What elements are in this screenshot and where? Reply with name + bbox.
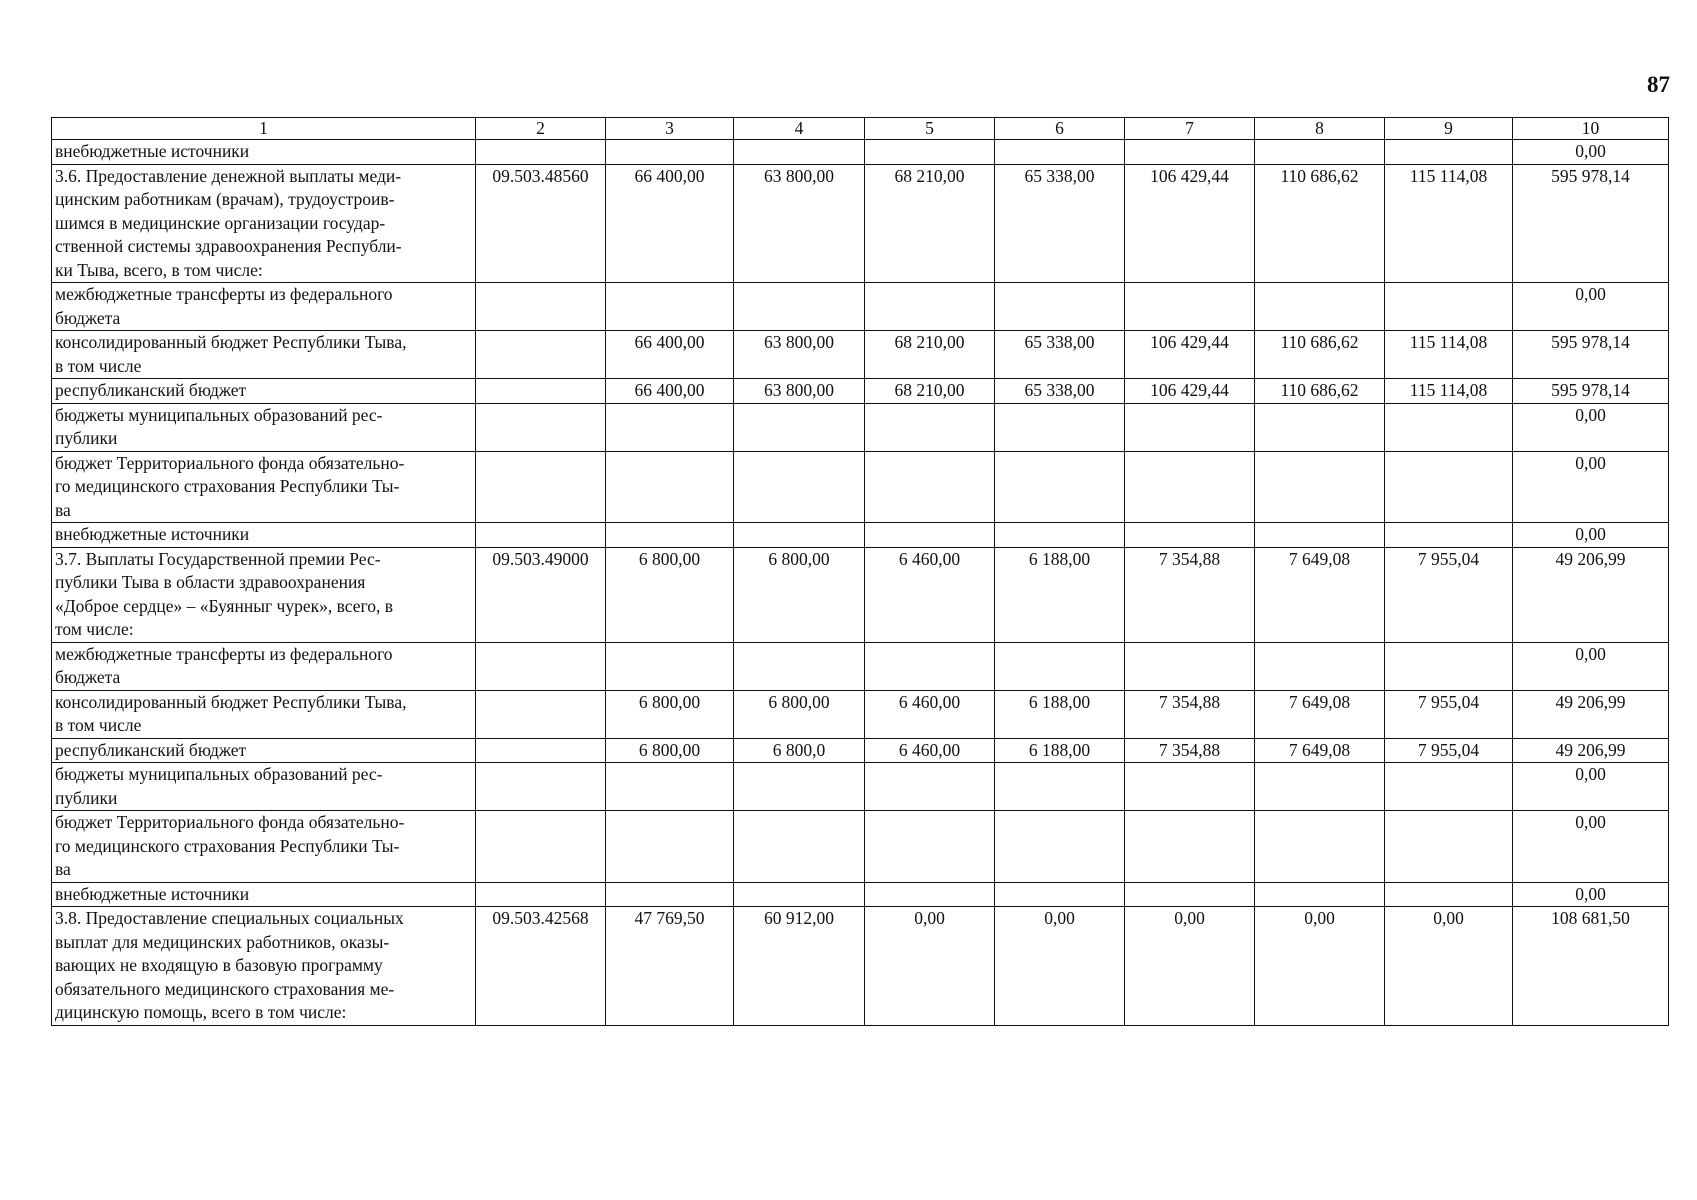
program-code [476,811,606,883]
value-cell [995,882,1125,907]
value-cell: 115 114,08 [1385,164,1513,283]
value-cell [1255,763,1385,811]
column-number-row [52,118,1669,140]
row-label: республиканский бюджет [52,738,476,763]
table-row [52,811,1669,883]
row-label: республиканский бюджет [52,379,476,404]
value-cell [1385,811,1513,883]
value-cell: 68 210,00 [865,331,995,379]
program-code [476,140,606,165]
value-cell: 7 955,04 [1385,690,1513,738]
row-label: бюджет Территориального фонда обязательно- го медицинского страхования Республики Ты- ва [52,811,476,883]
value-cell: 6 188,00 [995,547,1125,642]
value-cell: 66 400,00 [606,331,734,379]
value-cell [1125,403,1255,451]
value-cell [734,642,865,690]
column-header: 8 [1255,118,1385,140]
value-cell [1255,811,1385,883]
value-cell [1125,140,1255,165]
table-row [52,379,1669,404]
row-label: 3.6. Предоставление денежной выплаты меди- цинским работникам (врачам), трудоустроив- шимся в медицинские организации государ- ственной системы здравоохранения Республи- ки Тыва, всего, в том числе: [52,164,476,283]
program-code [476,403,606,451]
value-cell [606,140,734,165]
value-cell [734,811,865,883]
value-cell [1125,642,1255,690]
value-cell [1255,642,1385,690]
value-cell [865,403,995,451]
program-code [476,283,606,331]
value-cell [1125,523,1255,548]
row-label: 3.8. Предоставление специальных социальных выплат для медицинских работников, оказы- вающих не входящую в базовую программу обязательного медицинского страхования ме- дицинскую помощь, всего в том числе: [52,907,476,1026]
program-code: 09.503.42568 [476,907,606,1026]
row-label: межбюджетные трансферты из федерального бюджета [52,283,476,331]
value-cell: 7 649,08 [1255,690,1385,738]
value-cell [1255,403,1385,451]
total-cell: 108 681,50 [1513,907,1669,1026]
value-cell [734,140,865,165]
value-cell [865,451,995,523]
total-cell: 0,00 [1513,642,1669,690]
value-cell [995,763,1125,811]
total-cell: 0,00 [1513,523,1669,548]
total-cell: 49 206,99 [1513,547,1669,642]
value-cell [1385,763,1513,811]
value-cell: 7 955,04 [1385,547,1513,642]
column-header: 6 [995,118,1125,140]
value-cell [1125,763,1255,811]
value-cell: 106 429,44 [1125,379,1255,404]
total-cell: 595 978,14 [1513,164,1669,283]
value-cell [606,451,734,523]
column-header: 10 [1513,118,1669,140]
total-cell: 0,00 [1513,283,1669,331]
value-cell [1385,882,1513,907]
value-cell: 115 114,08 [1385,379,1513,404]
value-cell: 6 800,00 [734,690,865,738]
value-cell [1255,283,1385,331]
row-label: 3.7. Выплаты Государственной премии Рес- публики Тыва в области здравоохранения «Доброе сердце» – «Буянныг чурек», всего, в том числе: [52,547,476,642]
value-cell: 0,00 [995,907,1125,1026]
value-cell: 6 460,00 [865,738,995,763]
value-cell [1385,523,1513,548]
value-cell: 110 686,62 [1255,164,1385,283]
row-label: внебюджетные источники [52,140,476,165]
row-label: внебюджетные источники [52,523,476,548]
table-body [52,140,1669,1026]
table-row [52,690,1669,738]
value-cell: 65 338,00 [995,331,1125,379]
value-cell: 6 460,00 [865,690,995,738]
value-cell: 6 188,00 [995,690,1125,738]
column-header: 9 [1385,118,1513,140]
value-cell [995,283,1125,331]
row-label: бюджет Территориального фонда обязательно- го медицинского страхования Республики Ты- ва [52,451,476,523]
total-cell: 0,00 [1513,140,1669,165]
program-code [476,738,606,763]
value-cell: 63 800,00 [734,331,865,379]
total-cell: 0,00 [1513,811,1669,883]
value-cell [1385,140,1513,165]
value-cell [734,283,865,331]
value-cell [734,523,865,548]
table-row [52,164,1669,283]
value-cell [606,523,734,548]
value-cell: 110 686,62 [1255,331,1385,379]
value-cell [606,642,734,690]
total-cell: 49 206,99 [1513,738,1669,763]
row-label: бюджеты муниципальных образований рес- публики [52,763,476,811]
value-cell: 110 686,62 [1255,379,1385,404]
program-code: 09.503.49000 [476,547,606,642]
total-cell: 595 978,14 [1513,331,1669,379]
table-row [52,403,1669,451]
value-cell [995,403,1125,451]
value-cell: 6 188,00 [995,738,1125,763]
value-cell [1125,283,1255,331]
value-cell [734,403,865,451]
value-cell: 6 800,00 [734,547,865,642]
value-cell [865,811,995,883]
value-cell [606,283,734,331]
table-row [52,763,1669,811]
total-cell: 595 978,14 [1513,379,1669,404]
value-cell [995,451,1125,523]
value-cell [865,882,995,907]
value-cell [1385,283,1513,331]
value-cell [734,882,865,907]
column-header: 7 [1125,118,1255,140]
value-cell [1125,451,1255,523]
table-row [52,882,1669,907]
value-cell [995,811,1125,883]
value-cell: 63 800,00 [734,379,865,404]
value-cell: 7 955,04 [1385,738,1513,763]
value-cell [1255,882,1385,907]
value-cell [865,763,995,811]
value-cell [734,451,865,523]
total-cell: 49 206,99 [1513,690,1669,738]
value-cell [1385,451,1513,523]
value-cell [995,140,1125,165]
value-cell [1385,642,1513,690]
total-cell: 0,00 [1513,403,1669,451]
row-label: консолидированный бюджет Республики Тыва, в том числе [52,331,476,379]
value-cell: 7 354,88 [1125,738,1255,763]
value-cell: 68 210,00 [865,379,995,404]
value-cell: 0,00 [1385,907,1513,1026]
program-code [476,451,606,523]
value-cell: 106 429,44 [1125,331,1255,379]
program-code [476,523,606,548]
value-cell [606,763,734,811]
table-row [52,738,1669,763]
value-cell [606,882,734,907]
value-cell: 6 800,00 [606,690,734,738]
program-code [476,763,606,811]
value-cell [1125,882,1255,907]
value-cell: 0,00 [1125,907,1255,1026]
value-cell: 66 400,00 [606,379,734,404]
value-cell: 7 649,08 [1255,738,1385,763]
value-cell: 6 460,00 [865,547,995,642]
column-header: 2 [476,118,606,140]
row-label: межбюджетные трансферты из федерального бюджета [52,642,476,690]
value-cell: 6 800,00 [606,738,734,763]
value-cell: 6 800,0 [734,738,865,763]
program-code: 09.503.48560 [476,164,606,283]
value-cell [1255,140,1385,165]
row-label: консолидированный бюджет Республики Тыва, в том числе [52,690,476,738]
table-row [52,331,1669,379]
column-header: 5 [865,118,995,140]
program-code [476,690,606,738]
value-cell: 65 338,00 [995,379,1125,404]
value-cell [865,523,995,548]
budget-table [51,117,1669,1026]
value-cell: 68 210,00 [865,164,995,283]
value-cell [865,642,995,690]
program-code [476,882,606,907]
value-cell [734,763,865,811]
value-cell [1255,451,1385,523]
value-cell: 63 800,00 [734,164,865,283]
value-cell [995,642,1125,690]
value-cell [1125,811,1255,883]
value-cell: 7 354,88 [1125,690,1255,738]
value-cell [995,523,1125,548]
program-code [476,379,606,404]
value-cell: 6 800,00 [606,547,734,642]
program-code [476,642,606,690]
row-label: бюджеты муниципальных образований рес- публики [52,403,476,451]
value-cell: 66 400,00 [606,164,734,283]
table-row [52,642,1669,690]
column-header: 3 [606,118,734,140]
table-row [52,451,1669,523]
value-cell: 7 354,88 [1125,547,1255,642]
value-cell [1385,403,1513,451]
value-cell [606,811,734,883]
page-number: 87 [1647,72,1670,97]
value-cell: 0,00 [1255,907,1385,1026]
table-row [52,547,1669,642]
program-code [476,331,606,379]
column-header: 4 [734,118,865,140]
value-cell: 7 649,08 [1255,547,1385,642]
value-cell: 106 429,44 [1125,164,1255,283]
value-cell: 65 338,00 [995,164,1125,283]
value-cell: 60 912,00 [734,907,865,1026]
table-row [52,283,1669,331]
value-cell: 0,00 [865,907,995,1026]
total-cell: 0,00 [1513,763,1669,811]
table-row [52,140,1669,165]
total-cell: 0,00 [1513,882,1669,907]
value-cell: 47 769,50 [606,907,734,1026]
column-header: 1 [52,118,476,140]
value-cell [606,403,734,451]
row-label: внебюджетные источники [52,882,476,907]
table-row [52,907,1669,1026]
total-cell: 0,00 [1513,451,1669,523]
value-cell [1255,523,1385,548]
value-cell [865,140,995,165]
table-row [52,523,1669,548]
value-cell: 115 114,08 [1385,331,1513,379]
value-cell [865,283,995,331]
